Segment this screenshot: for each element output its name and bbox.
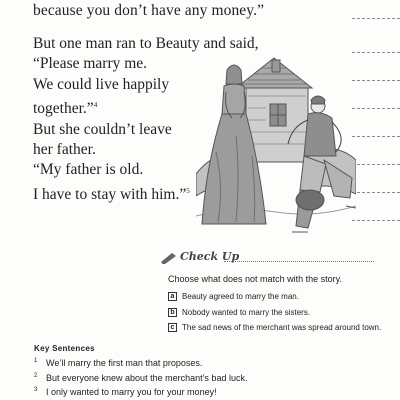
- story-line: We could live happily: [33, 75, 170, 93]
- key-sentences-list: [34, 356, 247, 400]
- footnote-marker: 4: [93, 101, 98, 110]
- story-line: her father.: [33, 141, 96, 159]
- option-letter-box[interactable]: c: [168, 323, 177, 332]
- story-line: But she couldn’t leave: [33, 120, 172, 138]
- story-line: I have to stay with him.”$^5$: [33, 185, 190, 203]
- key-sentences-title: Key Sentences: [34, 344, 95, 353]
- margin-note-lines: [352, 0, 400, 250]
- check-up-divider: [224, 261, 374, 262]
- footnote-marker: 5: [186, 186, 190, 195]
- story-line: But one man ran to Beauty and said,: [33, 35, 259, 52]
- pencil-check-icon: [160, 251, 178, 264]
- check-up-options: [168, 289, 381, 336]
- note-line: [352, 164, 400, 165]
- story-top-line: because you don’t have any money.”: [33, 2, 265, 19]
- option-text: The sad news of the merchant was spread around town.: [182, 323, 382, 333]
- story-line: “My father is old.: [33, 161, 144, 179]
- note-line: [352, 18, 400, 19]
- key-sentence-number: 1: [34, 358, 38, 365]
- note-line: [352, 80, 400, 81]
- key-sentence-number: 3: [34, 387, 38, 394]
- note-line: [352, 136, 400, 137]
- check-up-option-a[interactable]: [168, 289, 381, 305]
- key-sentence-text: But everyone knew about the merchant’s bad luck.: [46, 372, 248, 383]
- key-sentence-number: 2: [34, 372, 38, 379]
- option-text: Beauty agreed to marry the man.: [182, 292, 299, 302]
- key-sentence: [34, 356, 247, 371]
- key-sentence: [34, 385, 247, 400]
- check-up-option-c[interactable]: [168, 320, 381, 336]
- note-line: [352, 220, 400, 221]
- key-sentence: [34, 371, 247, 386]
- key-sentence-text: I only wanted to marry you for your money!: [46, 387, 217, 398]
- option-letter-box[interactable]: a: [168, 292, 177, 301]
- option-text: Nobody wanted to marry the sisters.: [182, 307, 311, 317]
- check-up-title: Check Up: [180, 250, 240, 263]
- story-line: “Please marry me.: [33, 55, 148, 73]
- key-sentence-text: We’ll marry the first man that proposes.: [46, 358, 203, 369]
- beauty-and-kneeling-suitor-illustration: [196, 56, 356, 242]
- story-line: together.”$^4$: [33, 100, 98, 118]
- check-up-header: [160, 250, 380, 266]
- check-up-question: Choose what does not match with the story.: [168, 274, 342, 284]
- note-line: [352, 192, 400, 193]
- check-up-option-b[interactable]: [168, 305, 381, 321]
- option-letter-box[interactable]: b: [168, 308, 177, 317]
- note-line: [352, 52, 400, 53]
- note-line: [352, 108, 400, 109]
